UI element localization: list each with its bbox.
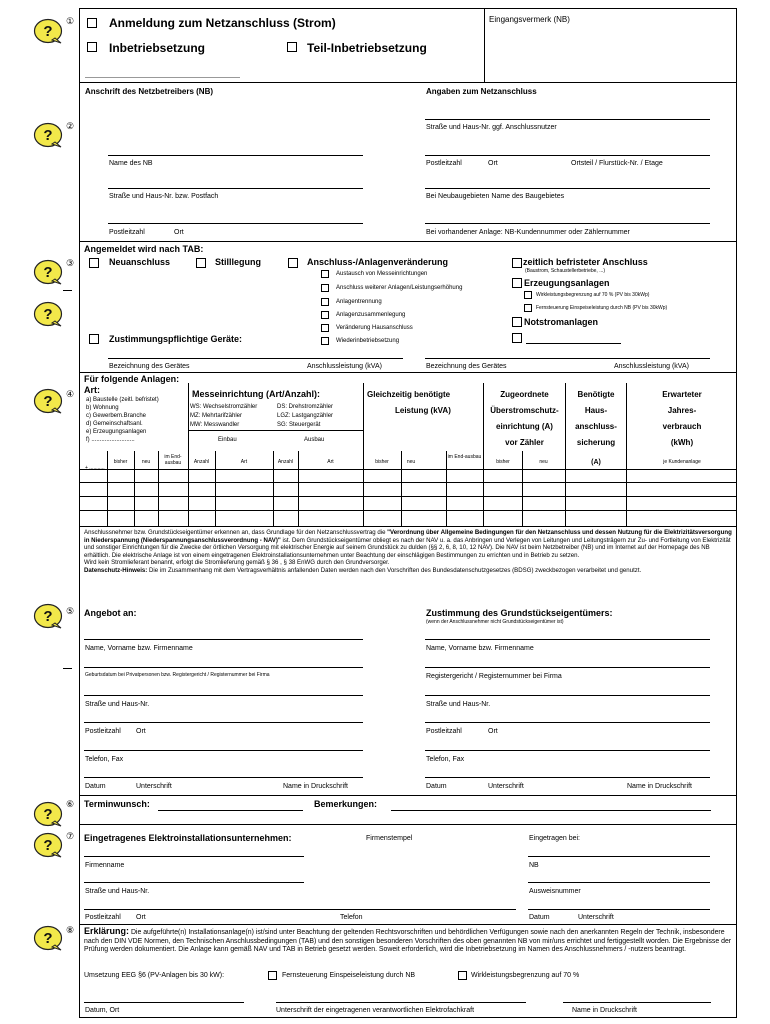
wirkleistung-label: Wirkleistungsbegrenzung auf 70 % (PV bis 30kWp) <box>536 292 650 298</box>
stilllegung-label: Stilllegung <box>215 257 261 267</box>
sub-checkbox-3[interactable] <box>321 298 329 306</box>
sub-label-1: Austausch von Messeinrichtungen <box>336 271 428 277</box>
telefon-label: Telefon, Fax <box>85 756 124 763</box>
eeg-fernsteuerung-label: Fernsteuerung Einspeiseleistung durch NB <box>282 972 416 979</box>
strasse7-line[interactable] <box>84 882 304 883</box>
zeitlich-label: zeitlich befristeter Anschluss <box>523 257 648 267</box>
strasse-an-label: Straße und Haus-Nr. ggf. Anschlussnutzer <box>426 124 557 131</box>
firmenname-line[interactable] <box>84 856 304 857</box>
firmenstempel-label: Firmenstempel <box>366 835 413 842</box>
plz-an-label: Postleitzahl <box>426 160 462 167</box>
unterschrift7-label: Unterschrift <box>578 914 614 921</box>
datum2-label: Datum <box>426 783 447 790</box>
geraet-leistung-2: Anschlussleistung (kVA) <box>614 363 689 370</box>
datum-label: Datum <box>85 783 106 790</box>
benoetigte-label: anschluss- <box>575 422 617 431</box>
unterschrift8-label: Unterschrift der eingetragenen verantwortlichen Elektrofachkraft <box>276 1007 475 1014</box>
sub-checkbox-6[interactable] <box>321 337 329 345</box>
benoetigte-label: sicherung <box>576 438 616 447</box>
ortsteil-label: Ortsteil / Flurstück-Nr. / Etage <box>571 160 663 167</box>
ort-an-label: Ort <box>488 160 498 167</box>
firmenname-label: Firmenname <box>85 862 125 869</box>
help-icon-7[interactable] <box>33 832 63 858</box>
telefon2-label: Telefon, Fax <box>426 756 465 763</box>
plz-nb-line[interactable] <box>108 223 363 224</box>
zustimmung-heading: Zustimmung des Grundstückseigentümers: <box>426 608 613 618</box>
strasse-line[interactable] <box>84 695 363 696</box>
section-number-3: ③ <box>66 258 75 268</box>
help-icon-2[interactable] <box>33 122 63 148</box>
neubau-line[interactable] <box>425 188 710 189</box>
anlagen-heading: Für folgende Anlagen: <box>84 374 180 384</box>
name2-line[interactable] <box>425 639 710 640</box>
art-item: b) Wohnung <box>86 405 119 411</box>
col-art: Art <box>240 459 248 465</box>
sub-checkbox-2[interactable] <box>321 284 329 292</box>
art-item: c) Gewerbem.Branche <box>86 413 147 419</box>
mess-legend: MZ: Mehrtarifzähler <box>190 413 243 419</box>
sub-checkbox-1[interactable] <box>321 270 329 278</box>
installateur-heading: Eingetragenes Elektroinstallationsunternehmen: <box>84 833 292 843</box>
help-icon-4[interactable] <box>33 388 63 414</box>
name-nb-label: Name des NB <box>109 160 153 167</box>
sub-label-2: Anschluss weiterer Anlagen/Leistungserhöhung <box>336 285 463 291</box>
art-item: f) .......................... <box>86 437 135 443</box>
col-anzahl: Anzahl <box>193 459 210 465</box>
benoetigte-label: Haus- <box>584 406 608 415</box>
sub-label-3: Anlagentrennung <box>336 299 382 305</box>
zugeordnet-label: einrichtung (A) <box>496 422 553 431</box>
fernsteuerung-label: Fernsteuerung Einspeiseleistung durch NB (PV bis 30kWp) <box>536 305 668 311</box>
je-kundenanlage-label: je Kundenanlage <box>663 459 701 465</box>
messeinrichtung-heading: Messeinrichtung (Art/Anzahl): <box>192 389 321 399</box>
plz-an-line[interactable] <box>425 155 710 156</box>
unterschrift2-line[interactable] <box>425 777 710 778</box>
col-bisher: bisher <box>113 459 128 465</box>
druckschrift8-label: Name in Druckschrift <box>572 1007 637 1014</box>
mess-legend: LGZ: Lastgangzähler <box>277 413 334 419</box>
col-bisher: bisher <box>496 459 510 465</box>
plz-label: Postleitzahl <box>85 728 121 735</box>
plz2-line[interactable] <box>425 722 710 723</box>
druckschrift8-line[interactable] <box>563 1002 711 1003</box>
mess-legend: SG: Steuergerät <box>277 422 321 428</box>
unterschrift8-line[interactable] <box>276 1002 526 1003</box>
col-imend: im End-ausbau <box>164 454 182 466</box>
mess-legend: DS: Drehstromzähler <box>277 404 334 410</box>
name-label: Name, Vorname bzw. Firmenname <box>85 645 193 652</box>
stilllegung-checkbox[interactable] <box>196 258 206 268</box>
ausweis-line[interactable] <box>528 882 710 883</box>
strasse-nb-line[interactable] <box>108 188 363 189</box>
notstrom-label: Notstromanlagen <box>524 317 599 327</box>
help-icon-6[interactable] <box>33 801 63 827</box>
neuanschluss-label: Neuanschluss <box>109 257 171 267</box>
col-imend: im End-ausbau <box>447 454 482 460</box>
angaben-heading: Angaben zum Netzanschluss <box>426 87 537 96</box>
help-icon-1[interactable] <box>33 18 63 44</box>
unterschrift-line[interactable] <box>84 777 363 778</box>
teil-inbetriebsetzung-checkbox[interactable] <box>287 42 297 52</box>
sub-label-5: Veränderung Hausanschluss <box>336 325 413 331</box>
geraet-bezeichnung-1: Bezeichnung des Gerätes <box>109 363 190 370</box>
col-art: Art <box>327 459 334 465</box>
benoetigte-label: Benötigte <box>577 390 615 399</box>
fernsteuerung-checkbox[interactable] <box>524 304 532 312</box>
col-neu: neu <box>141 459 151 465</box>
angemeldet-heading: Angemeldet wird nach TAB: <box>84 244 204 254</box>
plz7-label: Postleitzahl <box>85 914 121 921</box>
anmeldung-label: Anmeldung zum Netzanschluss (Strom) <box>109 16 336 30</box>
zeitlich-sub-label: (Baustrom, Schaustellerbetriebe, ...) <box>525 268 606 274</box>
kundennummer-line[interactable] <box>425 223 710 224</box>
sub-checkbox-5[interactable] <box>321 324 329 332</box>
datum8-line[interactable] <box>84 1002 244 1003</box>
bemerkungen-line[interactable] <box>391 810 711 811</box>
sub-label-6: Wiederinbetriebsetzung <box>336 338 400 344</box>
name-line[interactable] <box>84 639 363 640</box>
zugeordnet-label: vor Zähler <box>505 438 544 447</box>
zeitlich-checkbox[interactable] <box>512 258 522 268</box>
datum7-line[interactable] <box>528 909 710 910</box>
strasse-label: Straße und Haus-Nr. <box>85 701 150 708</box>
strasse-nb-label: Straße und Haus-Nr. bzw. Postfach <box>109 193 219 200</box>
plz7-line[interactable] <box>84 909 516 910</box>
datum7-label: Datum <box>529 914 550 921</box>
veraenderung-checkbox[interactable] <box>288 258 298 268</box>
gleichzeitig-label: Gleichzeitig benötigte <box>367 390 451 399</box>
geraet-leistung-1: Anschlussleistung (kVA) <box>307 363 382 370</box>
erzeugung-label: Erzeugungsanlagen <box>524 278 610 288</box>
section-number-4: ④ <box>66 389 75 399</box>
unterschrift-label: Unterschrift <box>136 783 172 790</box>
art-item: d) Gemeinschaftsanl. <box>86 421 143 427</box>
art-item: e) Erzeugungsanlagen <box>86 429 147 435</box>
sub-checkbox-4[interactable] <box>321 311 329 319</box>
section-number-8: ⑧ <box>66 925 75 935</box>
other-line[interactable] <box>526 343 621 344</box>
plz-nb-label: Postleitzahl <box>109 229 145 236</box>
ort-label: Ort <box>136 728 146 735</box>
datum8-label: Datum, Ort <box>85 1007 120 1014</box>
ort7-label: Ort <box>136 914 146 921</box>
erklaerung-text: Erklärung: Die aufgeführte(n) Installationsanlage(n) ist/sind unter Beachtung der geltenden Rechtsvorschriften und behördlichen Verfügungen sowie nach den anerkannten Regeln der Technik, insbesondere nach den DIN VDE Normen, den Technischen Anschlussbedingungen (TAB) und den sonstigen besonderen Vorschriften des oben genannten NB von mir/uns errichtet und fertiggestellt worden. Die Ergebnisse der Prüfung werden dokumentiert. Die Anlage kann gemäß NAV und TAB in Betrieb gesetzt werden. Soweit erforderlich, wird die Inbetriebsetzung im Namen des Anschlussnehmers / -nutzers beantragt. <box>84 926 732 953</box>
section-number-6: ⑥ <box>66 799 75 809</box>
name2-label: Name, Vorname bzw. Firmenname <box>426 645 534 652</box>
veraenderung-label: Anschluss-/Anlagenveränderung <box>307 257 449 267</box>
plz-line[interactable] <box>84 722 363 723</box>
section-number-7: ⑦ <box>66 831 75 841</box>
inbetriebsetzung-label: Inbetriebsetzung <box>109 41 206 55</box>
kundennummer-label: Bei vorhandener Anlage: NB-Kundennummer oder Zählernummer <box>426 229 630 236</box>
other-checkbox[interactable] <box>512 333 522 343</box>
strasse7-label: Straße und Haus-Nr. <box>85 888 150 895</box>
zustimmungspflichtig-label: Zustimmungspflichtige Geräte: <box>109 334 243 344</box>
wirkleistung-checkbox[interactable] <box>524 291 532 299</box>
section-number-1: ① <box>66 16 75 26</box>
nb-line[interactable] <box>528 856 710 857</box>
angebot-heading: Angebot an: <box>84 608 137 618</box>
col-bisher: bisher <box>375 459 389 465</box>
section-number-2: ② <box>66 121 75 131</box>
zugeordnet-label: Zugeordnete <box>500 390 549 399</box>
verbrauch-label: Erwarteter <box>662 390 702 399</box>
teil-inbetriebsetzung-label: Teil-Inbetriebsetzung <box>307 41 427 55</box>
art-heading: Art: <box>84 385 100 395</box>
unterschrift2-label: Unterschrift <box>488 783 524 790</box>
rechtshinweis-text: Anschlussnehmer bzw. Grundstückseigentümer erkennen an, dass Grundlage für den Netzanschlussvertrag die "Verordnung über Allgemeine Bedingungen für den Netzanschluss und dessen Nutzung für die Elektrizitätsversorgung in Niederspannung (Niederspannungsanschlussverordnung - NAV)" ist. Dem Grundstückseigentümer obliegt es nach der NAV u. a. das Anbringen und Verlegen von Leitungen und Leitungsträgern zur Zu- und Fortleitung von Elektrizität und sonstiger Einrichtungen für die Zwecke der örtlichen Versorgung mit elektrischer Energie auf seinem Grundstück zu dulden (§§ 2, 6, 8, 10, 12 NAV). Die NAV ist beim Netzbetreiber (NB) und im Internet auf der Homepage des NB erhältlich. Die elektrische Anlage ist von einem eingetragenen Elektroinstallationsunternehmen unter Beachtung der einschlägigen Bestimmungen zu errichten und in Betrieb zu setzen. Wird kein Stromlieferant benannt, erfolgt die Stromlieferung gemäß § 36 , § 38 EnWG durch den Grundversorger. Datenschutz-Hinweis: Die im Zusammenhang mit dem Vertragsverhältnis anfallenden Daten werden nach den Vorschriften des Bundesdatenschutzgesetzes (BDSG) zweckbezogen verarbeitet und genutzt. <box>84 529 732 574</box>
help-icon-3[interactable] <box>33 259 63 285</box>
zugeordnet-label: Überstromschutz- <box>490 406 559 415</box>
druckschrift-label: Name in Druckschrift <box>283 783 348 790</box>
neubau-label: Bei Neubaugebieten Name des Baugebietes <box>426 193 565 200</box>
ausbau-label: Ausbau <box>304 437 325 443</box>
eingangsvermerk-label: Eingangsvermerk (NB) <box>489 15 570 24</box>
leistung-label: Leistung (kVA) <box>395 406 451 415</box>
strasse2-label: Straße und Haus-Nr. <box>426 701 491 708</box>
telefon2-line[interactable] <box>425 750 710 751</box>
notstrom-checkbox[interactable] <box>512 317 522 327</box>
nb-label: NB <box>529 862 539 869</box>
help-icon-5[interactable] <box>33 603 63 629</box>
druckschrift2-label: Name in Druckschrift <box>627 783 692 790</box>
mess-legend: MW: Messwandler <box>190 422 240 428</box>
register2-line[interactable] <box>425 667 710 668</box>
eeg-wirkleistung-checkbox[interactable] <box>458 971 467 980</box>
name-nb-line[interactable] <box>108 155 363 156</box>
geburtsdatum-line[interactable] <box>84 667 363 668</box>
verbrauch-label: verbrauch <box>662 422 702 431</box>
register2-label: Registergericht / Registernummer bei Firma <box>426 673 562 680</box>
anmeldung-checkbox[interactable] <box>87 18 97 28</box>
verbrauch-label: (kWh) <box>670 438 694 447</box>
einbau-label: Einbau <box>218 437 237 443</box>
eingetragen-label: Eingetragen bei: <box>529 835 580 842</box>
ausweis-label: Ausweisnummer <box>529 888 581 895</box>
netzbetreiber-heading: Anschrift des Netzbetreibers (NB) <box>85 87 214 96</box>
terminwunsch-line[interactable] <box>158 810 303 811</box>
verbrauch-label: Jahres- <box>667 406 697 415</box>
plz2-label: Postleitzahl <box>426 728 462 735</box>
col-neu: neu <box>539 459 548 465</box>
col-anzahl: Anzahl <box>277 459 294 465</box>
ort2-label: Ort <box>488 728 498 735</box>
inbetriebsetzung-checkbox[interactable] <box>87 42 97 52</box>
terminwunsch-label: Terminwunsch: <box>84 799 150 809</box>
strasse2-line[interactable] <box>425 695 710 696</box>
sicherung-unit: (A) <box>591 459 601 466</box>
telefon7-label: Telefon <box>340 914 363 921</box>
help-icon-8[interactable] <box>33 925 63 951</box>
help-icon-3b[interactable] <box>33 301 63 327</box>
section-number-5: ⑤ <box>66 606 75 616</box>
strasse-an-line[interactable] <box>425 119 710 120</box>
geraet-bezeichnung-2: Bezeichnung des Gerätes <box>426 363 507 370</box>
eeg-wirkleistung-label: Wirkleistungsbegrenzung auf 70 % <box>471 972 580 979</box>
neuanschluss-checkbox[interactable] <box>89 258 99 268</box>
mess-legend: WS: Wechselstromzähler <box>190 404 258 410</box>
telefon-line[interactable] <box>84 750 363 751</box>
zustimmung-sub: (wenn der Anschlussnehmer nicht Grundstückseigentümer ist) <box>426 619 564 625</box>
ort-nb-label: Ort <box>174 229 184 236</box>
erzeugung-checkbox[interactable] <box>512 278 522 288</box>
geburtsdatum-label: Geburtsdatum bei Privatpersonen bzw. Registergericht / Registernummer bei Firma <box>85 672 270 678</box>
row-symbol: + ........... <box>85 465 105 471</box>
zustimmungspflichtig-checkbox[interactable] <box>89 334 99 344</box>
art-item: a) Baustelle (zeitl. befristet) <box>86 397 159 403</box>
bemerkungen-label: Bemerkungen: <box>314 799 378 809</box>
eeg-fernsteuerung-checkbox[interactable] <box>268 971 277 980</box>
col-neu: neu <box>406 459 416 465</box>
eeg-label: Umsetzung EEG §6 (PV-Anlagen bis 30 kW): <box>84 972 225 979</box>
sub-label-4: Anlagenzusammenlegung <box>336 312 406 318</box>
